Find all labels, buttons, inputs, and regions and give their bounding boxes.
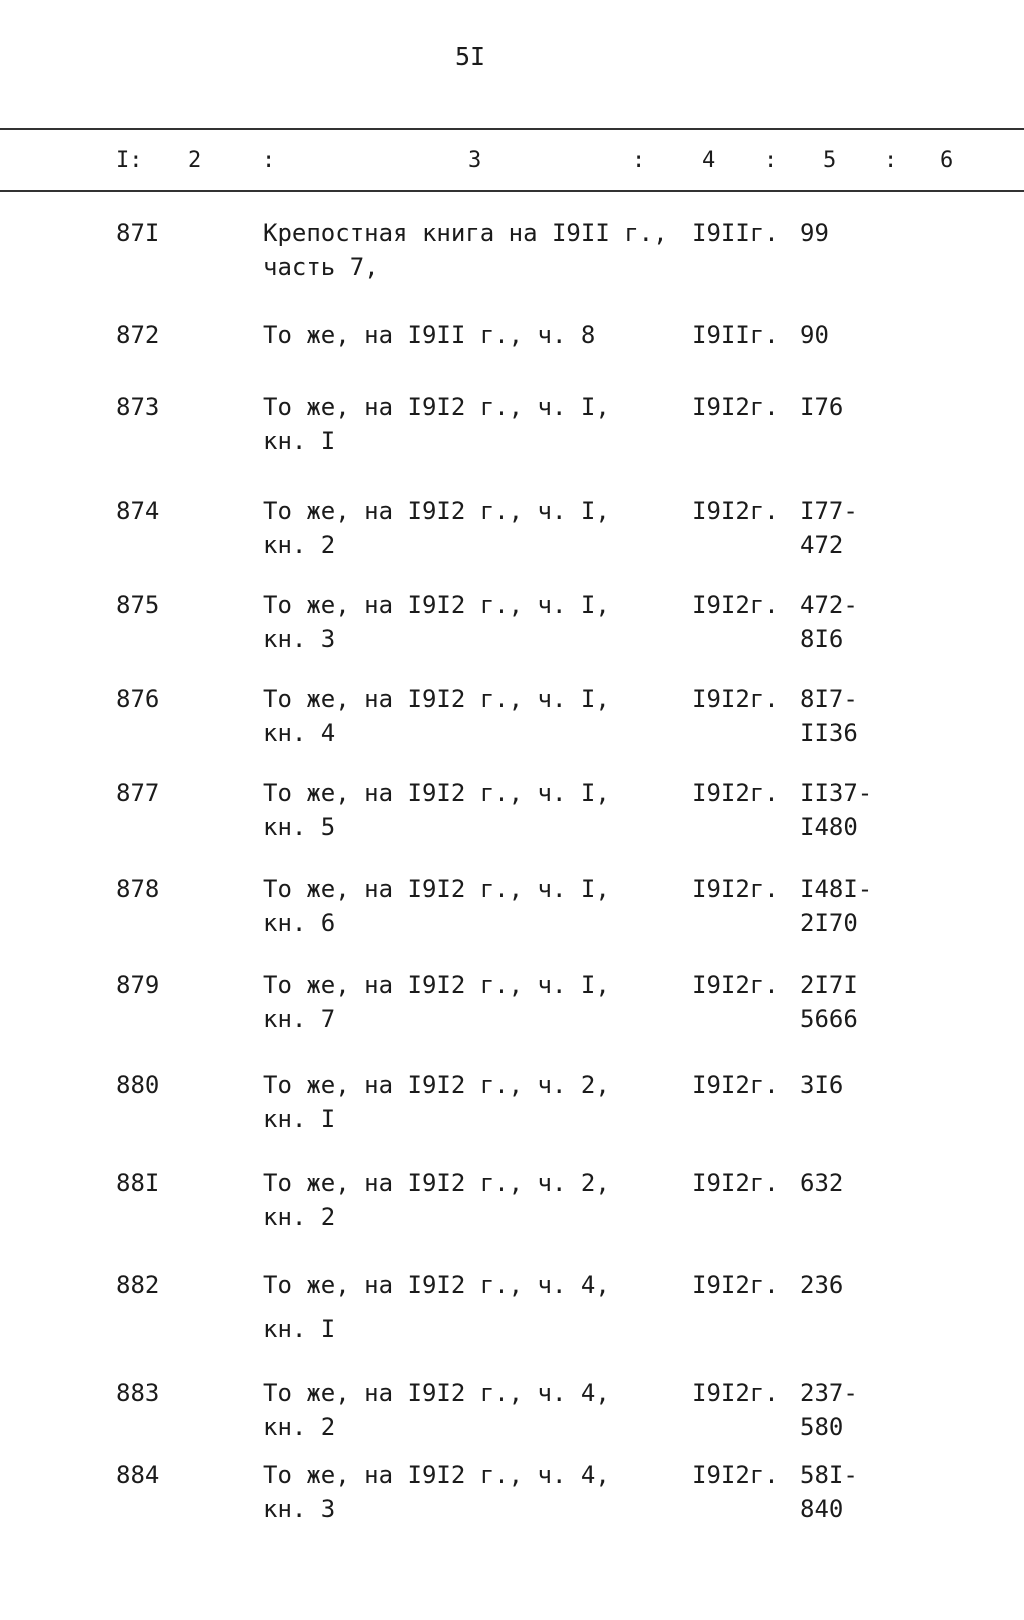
page-number: 5I [455,42,486,71]
table-row [0,872,1024,952]
record-number: 874 [116,497,160,525]
record-number: 880 [116,1071,160,1099]
record-year: I9I2г. [692,393,779,421]
record-title: То же, на I9I2 г., ч. I, [263,685,610,713]
record-number: 882 [116,1271,160,1299]
header-col-1: I: [116,148,143,173]
header-col-6: 6 [940,148,954,173]
record-year: I9I2г. [692,685,779,713]
record-year: I9I2г. [692,591,779,619]
record-pages-cont: 472 [800,531,844,559]
record-pages-cont: 2I70 [800,909,858,937]
record-pages: 632 [800,1169,844,1197]
record-title-cont: кн. 2 [263,531,336,559]
record-title-cont: кн. I [263,427,336,455]
record-title-cont: кн. 4 [263,719,336,747]
record-pages: 237- [800,1379,858,1407]
table-row [0,494,1024,574]
record-number: 872 [116,321,160,349]
table-row [0,216,1024,296]
record-year: I9I2г. [692,1271,779,1299]
record-number: 875 [116,591,160,619]
record-pages: 8I7- [800,685,858,713]
table-row [0,1166,1024,1246]
record-title: Крепостная книга на I9II г., [263,219,668,247]
record-pages-cont: 580 [800,1413,844,1441]
record-number: 876 [116,685,160,713]
header-separator: : [764,148,778,173]
record-title: То же, на I9I2 г., ч. 2, [263,1169,610,1197]
record-pages-cont: I480 [800,813,858,841]
record-pages: II37- [800,779,873,807]
record-title: То же, на I9I2 г., ч. I, [263,591,610,619]
record-title-cont: кн. 3 [263,625,336,653]
record-year: I9I2г. [692,1461,779,1489]
table-row [0,390,1024,470]
record-title: То же, на I9I2 г., ч. I, [263,875,610,903]
record-year: I9I2г. [692,779,779,807]
record-pages: 2I7I [800,971,858,999]
header-separator: : [884,148,898,173]
record-title-cont: кн. I [263,1105,336,1133]
record-number: 878 [116,875,160,903]
record-title-cont: кн. I [263,1315,336,1343]
record-title-cont: кн. 3 [263,1495,336,1523]
record-number: 877 [116,779,160,807]
record-pages: 3I6 [800,1071,844,1099]
record-number: 879 [116,971,160,999]
record-title: То же, на I9II г., ч. 8 [263,321,596,349]
record-title-cont: кн. 7 [263,1005,336,1033]
record-year: I9I2г. [692,497,779,525]
table-row [0,968,1024,1048]
record-number: 87I [116,219,160,247]
table-row [0,1268,1024,1348]
header-col-4: 4 [702,148,716,173]
record-title-cont: кн. 6 [263,909,336,937]
record-year: I9I2г. [692,1071,779,1099]
record-pages-cont: 840 [800,1495,844,1523]
header-separator: : [632,148,646,173]
table-row [0,1458,1024,1538]
header-col-3: 3 [468,148,482,173]
record-year: I9I2г. [692,1169,779,1197]
record-year: I9IIг. [692,219,779,247]
record-number: 883 [116,1379,160,1407]
record-pages: 236 [800,1271,844,1299]
record-pages: I77- [800,497,858,525]
record-title-cont: кн. 2 [263,1413,336,1441]
record-pages-cont: 8I6 [800,625,844,653]
record-number: 884 [116,1461,160,1489]
header-col-2: 2 [188,148,202,173]
record-title: То же, на I9I2 г., ч. I, [263,779,610,807]
table-row [0,1068,1024,1148]
record-pages: I48I- [800,875,873,903]
table-row [0,318,1024,398]
record-title-cont: кн. 2 [263,1203,336,1231]
header-bottom-rule [0,190,1024,192]
header-col-5: 5 [823,148,837,173]
record-number: 88I [116,1169,160,1197]
table-row [0,776,1024,856]
record-number: 873 [116,393,160,421]
record-year: I9IIг. [692,321,779,349]
record-title: То же, на I9I2 г., ч. 2, [263,1071,610,1099]
header-separator: : [262,148,276,173]
record-title: То же, на I9I2 г., ч. I, [263,971,610,999]
record-pages-cont: 5666 [800,1005,858,1033]
record-title-cont: часть 7, [263,253,379,281]
record-year: I9I2г. [692,1379,779,1407]
record-title: То же, на I9I2 г., ч. 4, [263,1461,610,1489]
record-title: То же, на I9I2 г., ч. 4, [263,1379,610,1407]
table-row [0,682,1024,762]
record-title-cont: кн. 5 [263,813,336,841]
header-top-rule [0,128,1024,130]
record-year: I9I2г. [692,875,779,903]
record-pages: 99 [800,219,829,247]
record-pages: 472- [800,591,858,619]
record-pages: 58I- [800,1461,858,1489]
record-pages-cont: II36 [800,719,858,747]
record-year: I9I2г. [692,971,779,999]
table-row [0,588,1024,668]
record-pages: I76 [800,393,844,421]
record-title: То же, на I9I2 г., ч. I, [263,497,610,525]
table-row [0,1376,1024,1456]
record-title: То же, на I9I2 г., ч. 4, [263,1271,610,1299]
record-title: То же, на I9I2 г., ч. I, [263,393,610,421]
record-pages: 90 [800,321,829,349]
